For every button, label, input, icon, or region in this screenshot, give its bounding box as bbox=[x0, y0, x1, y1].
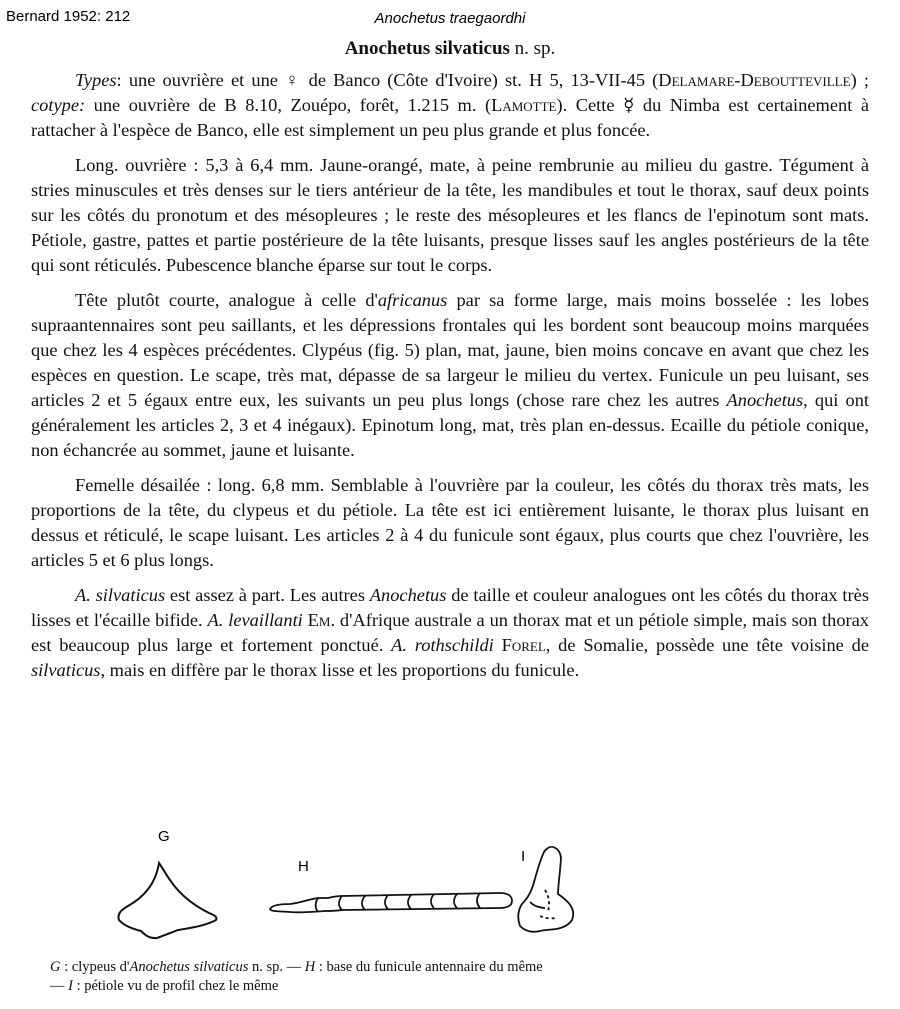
author-name: Forel bbox=[501, 635, 546, 655]
text-run: ) ; bbox=[850, 70, 869, 90]
caption-ref-h: H bbox=[304, 959, 316, 975]
paragraph-comparison bbox=[31, 583, 869, 683]
text-run: Tête plutôt courte, analogue à celle d' bbox=[75, 290, 378, 310]
taxon-name: A. rothschildi bbox=[391, 635, 494, 655]
caption-line-1 bbox=[50, 958, 850, 977]
species-name: Anochetus silvaticus bbox=[344, 38, 510, 59]
text-run: : base du funicule antennaire du même bbox=[315, 959, 543, 975]
taxon-name: A. silvaticus bbox=[75, 585, 166, 605]
text-run: , mais en diffère par le thorax lisse et les proportions du funicule. bbox=[100, 660, 580, 680]
text-run: — bbox=[50, 978, 69, 994]
text-run: est assez à part. Les autres bbox=[165, 585, 370, 605]
running-species-title: Anochetus traegaordhi bbox=[374, 10, 526, 27]
text-run: , de Somalie, possède une tête voisine de bbox=[545, 635, 869, 655]
taxon-name: Anochetus silvaticus bbox=[129, 959, 249, 975]
species-heading bbox=[0, 38, 900, 60]
author-name: Em. bbox=[307, 610, 336, 630]
figure-label-h: H bbox=[298, 858, 309, 875]
figure-panel bbox=[0, 820, 900, 955]
funicule-drawing bbox=[270, 893, 512, 912]
page-citation: Bernard 1952: 212 bbox=[6, 8, 131, 25]
text-run: de taille et couleur analogues ont les côtés du thorax très lisses et l'écaille bifide. bbox=[31, 585, 869, 630]
figure-drawings bbox=[0, 820, 900, 955]
taxon-name: Anochetus bbox=[726, 390, 804, 410]
taxon-name: Anochetus bbox=[369, 585, 447, 605]
figure-label-g: G bbox=[158, 828, 170, 845]
new-species-marker: n. sp. bbox=[509, 38, 556, 59]
caption-line-2 bbox=[50, 977, 850, 996]
paragraph-head-description bbox=[31, 288, 869, 463]
text-run: une ouvrière de B 8.10, Zouépo, forêt, 1.215 m. ( bbox=[85, 95, 492, 115]
text-run: d'Afrique australe a un thorax mat et un pétiole simple, mais son thorax est beaucoup plus large et fortement ponctué. bbox=[31, 610, 869, 655]
caption-ref-g: G bbox=[50, 959, 61, 975]
text-run: : une ouvrière et une ♀ de Banco (Côte d'Ivoire) st. H 5, 13-VII-45 ( bbox=[116, 70, 659, 90]
figure-label-i: I bbox=[521, 848, 526, 865]
term-cotype: cotype: bbox=[31, 95, 86, 115]
text-run bbox=[494, 635, 502, 655]
petiole-drawing bbox=[518, 847, 573, 932]
paragraph-female-description: Femelle désailée : long. 6,8 mm. Semblable à l'ouvrière par la couleur, les côtés du thorax très mats, les proportions de la tête, du clypeus et du pétiole. La tête est ici entièrement luisante, le thorax plus luisant en dessus et réticulé, le scape luisant. Les articles 2 à 4 du funicule sont égaux, plus courts que chez l'ouvrière, les articles 5 et 6 plus longs. bbox=[31, 475, 869, 570]
text-run: : clypeus d' bbox=[60, 959, 130, 975]
collector-name: Delamare-Deboutteville bbox=[658, 70, 851, 90]
text-run: , qui ont généralement les articles 2, 3 et 4 inégaux). Epinotum long, mat, très plan en-dessus. Ecaille du pétiole conique, non échancrée au sommet, jaune et luisante. bbox=[31, 390, 869, 460]
taxon-name: A. levaillanti bbox=[207, 610, 303, 630]
taxon-name: africanus bbox=[377, 290, 448, 310]
figure-caption bbox=[50, 958, 850, 996]
taxon-name: silvaticus bbox=[31, 660, 101, 680]
term-types: Types bbox=[75, 70, 117, 90]
description-body bbox=[31, 68, 869, 693]
text-run: par sa forme large, mais moins bosselée : les lobes supraantennaires sont peu saillants, et les dépressions frontales qui les bordent sont beaucoup moins marquées que chez les 4 espèces précédentes. Clypéus (fig. 5) plan, mat, jaune, bien moins concave en avant que chez les espèces en question. Le scape, très mat, dépasse de sa largeur le milieu du vertex. Funicule un peu luisant, ses articles 2 et 5 égaux entre eux, les suivants un peu plus longs (chose rare chez les autres bbox=[31, 290, 869, 410]
text-run: : pétiole vu de profil chez le même bbox=[72, 978, 279, 994]
paragraph-worker-description: Long. ouvrière : 5,3 à 6,4 mm. Jaune-orangé, mate, à peine rembrunie au milieu du gastre. Tégument à stries minuscules et très denses sur le tiers antérieur de la tête, les mandibules et tout le thorax, sauf deux points sur les côtés du pronotum et des mésopleures ; le reste des mésopleures et les flancs de l'epinotum sont mats. Pétiole, gastre, pattes et partie postérieure de la tête luisants, presque lisses sauf les angles postérieurs de la tête qui sont réticulés. Pubescence blanche éparse sur tout le corps. bbox=[31, 155, 869, 275]
collector-name: Lamotte bbox=[491, 95, 557, 115]
text-run: n. sp. — bbox=[248, 959, 305, 975]
paragraph-types bbox=[31, 68, 869, 143]
clypeus-drawing bbox=[118, 863, 216, 938]
text-run: ). Cette ☿ du Nimba est certainement à rattacher à l'espèce de Banco, elle est simplement un peu plus grande et plus foncée. bbox=[31, 95, 869, 140]
caption-ref-i: I bbox=[68, 978, 73, 994]
